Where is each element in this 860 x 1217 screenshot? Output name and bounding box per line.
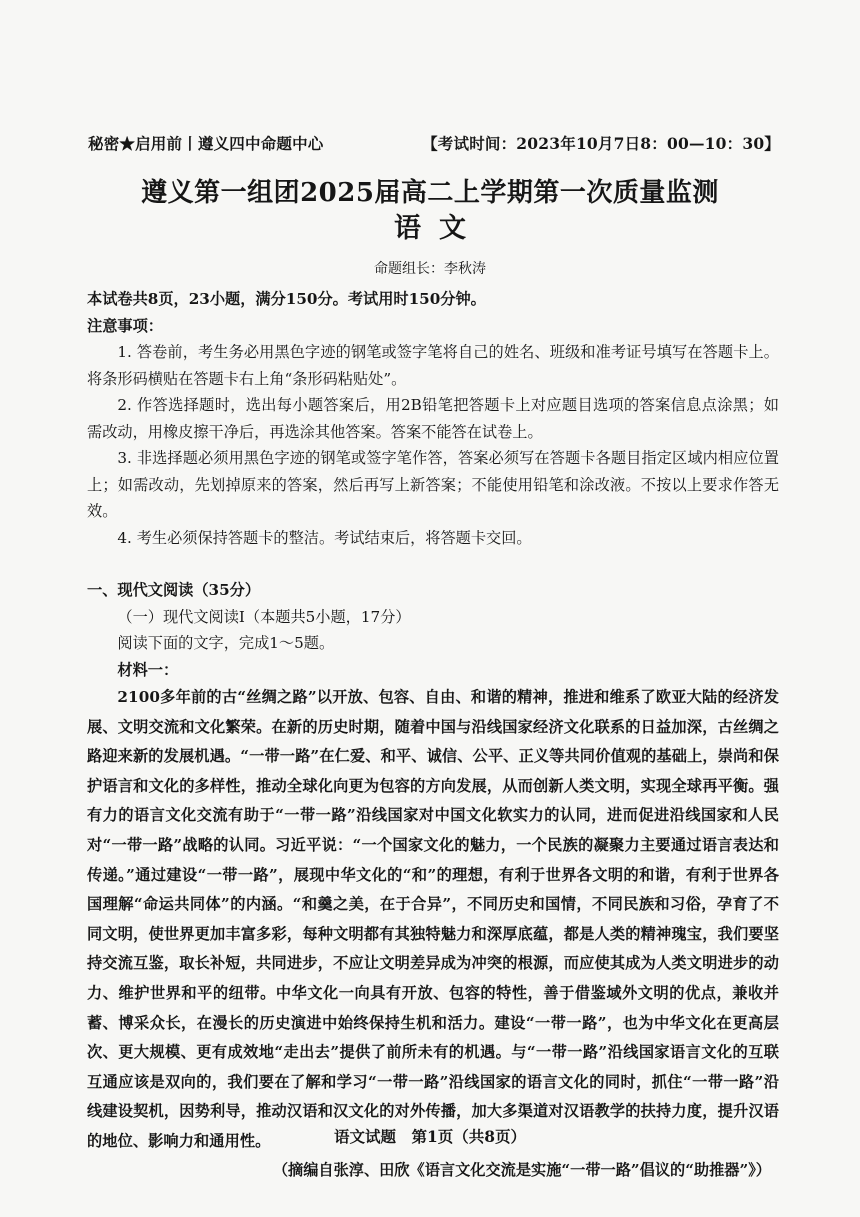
notice-item: 1. 答卷前，考生务必用黑色字迹的钢笔或签字笔将自己的姓名、班级和准考证号填写在答题卡上。将条形码横贴在答题卡右上角“条形码粘贴处”。: [87, 343, 779, 388]
subject-title: 语文: [394, 213, 484, 244]
chief-editor: 命题组长：李秋涛: [374, 261, 486, 277]
material-label: 材料一：: [117, 660, 179, 679]
notice-item: 2. 作答选择题时，选出每小题答案后，用2B铅笔把答题卡上对应题目选项的答案信息点涂黑；如需改动，用橡皮擦干净后，再选涂其他答案。答案不能答在试卷上。: [87, 396, 779, 441]
material-text: 2100多年前的古“丝绸之路”以开放、包容、自由、和谐的精神，推进和维系了欧亚大陆的经济发展、文明交流和文化繁荣。在新的历史时期，随着中国与沿线国家经济文化联系的日益加深，古丝绸之路迎来新的发展机遇。“一带一路”在仁爱、和平、诚信、公平、正义等共同价值观的基础上，崇尚和保护语言和文化的多样性，推动全球化向更为包容的方向发展，从而创新人类文明，实现全球再平衡。强有力的语言文化交流有助于“一带一路”沿线国家对中国文化软实力的认同，进而促进沿线国家和人民对“一带一路”战略的认同。习近平说：“一个国家文化的魅力，一个民族的凝聚力主要通过语言表达和传递。”通过建设“一带一路”，展现中华文化的“和”的理想，有利于世界各文明的和谐，有利于世界各国理解“命运共同体”的内涵。“和羹之美，在于合异”，不同历史和国情，不同民族和习俗，孕育了不同文明，使世界更加丰富多彩，每种文明都有其独特魅力和深厚底蕴，都是人类的精神瑰宝，我们要坚持交流互鉴，取长补短，共同进步，不应让文明差异成为冲突的根源，而应使其成为人类文明进步的动力、维护世界和平的纽带。中华文化一向具有开放、包容的特性，善于借鉴域外文明的优点，兼收并蓄、博采众长，在漫长的历史演进中始终保持生机和活力。建设“一带一路”，也为中华文化在更高层次、更大规模、更有成效地“走出去”提供了前所未有的机遇。与“一带一路”沿线国家语言文化的互联互通应该是双向的，我们要在了解和学习“一带一路”沿线国家的语言文化的同时，抓住“一带一路”沿线建设契机，因势利导，推动汉语和汉文化的对外传播，加大多渠道对汉语教学的扶持力度，提升汉语的地位、影响力和通用性。: [87, 688, 779, 1150]
header-row: [88, 132, 780, 154]
reading-instruction: 阅读下面的文字，完成1～5题。: [117, 634, 335, 652]
section-heading: 一、现代文阅读（35分）: [87, 581, 261, 599]
exam-body: [87, 286, 779, 1183]
subsection-heading: （一）现代文阅读Ⅰ（本题共5小题，17分）: [117, 607, 411, 626]
notice-title: 注意事项：: [87, 316, 163, 335]
exam-title: 遵义第一组团2025届高二上学期第一次质量监测: [141, 178, 719, 208]
exam-intro: 本试卷共8页，23小题，满分150分。考试用时150分钟。: [87, 290, 486, 308]
spacer: [87, 551, 779, 577]
confidential-label: 秘密★启用前丨遵义四中命题中心: [88, 134, 324, 153]
notice-item: 4. 考生必须保持答题卡的整洁。考试结束后，将答题卡交回。: [117, 528, 532, 547]
material-citation: （摘编自张淳、田欣《语言文化交流是实施“一带一路”倡议的“助推器”》）: [272, 1160, 771, 1179]
notice-item: 3. 非选择题必须用黑色字迹的钢笔或签字笔作答，答案必须写在答题卡各题目指定区域内相应位置上；如需改动，先划掉原来的答案，然后再写上新答案；不能使用铅笔和涂改液。不按以上要求作答无效。: [87, 449, 779, 520]
exam-time: 【考试时间：2023年10月7日8：00—10：30】: [422, 134, 780, 153]
page-footer: 语文试题 第1页（共8页）: [333, 1127, 527, 1146]
